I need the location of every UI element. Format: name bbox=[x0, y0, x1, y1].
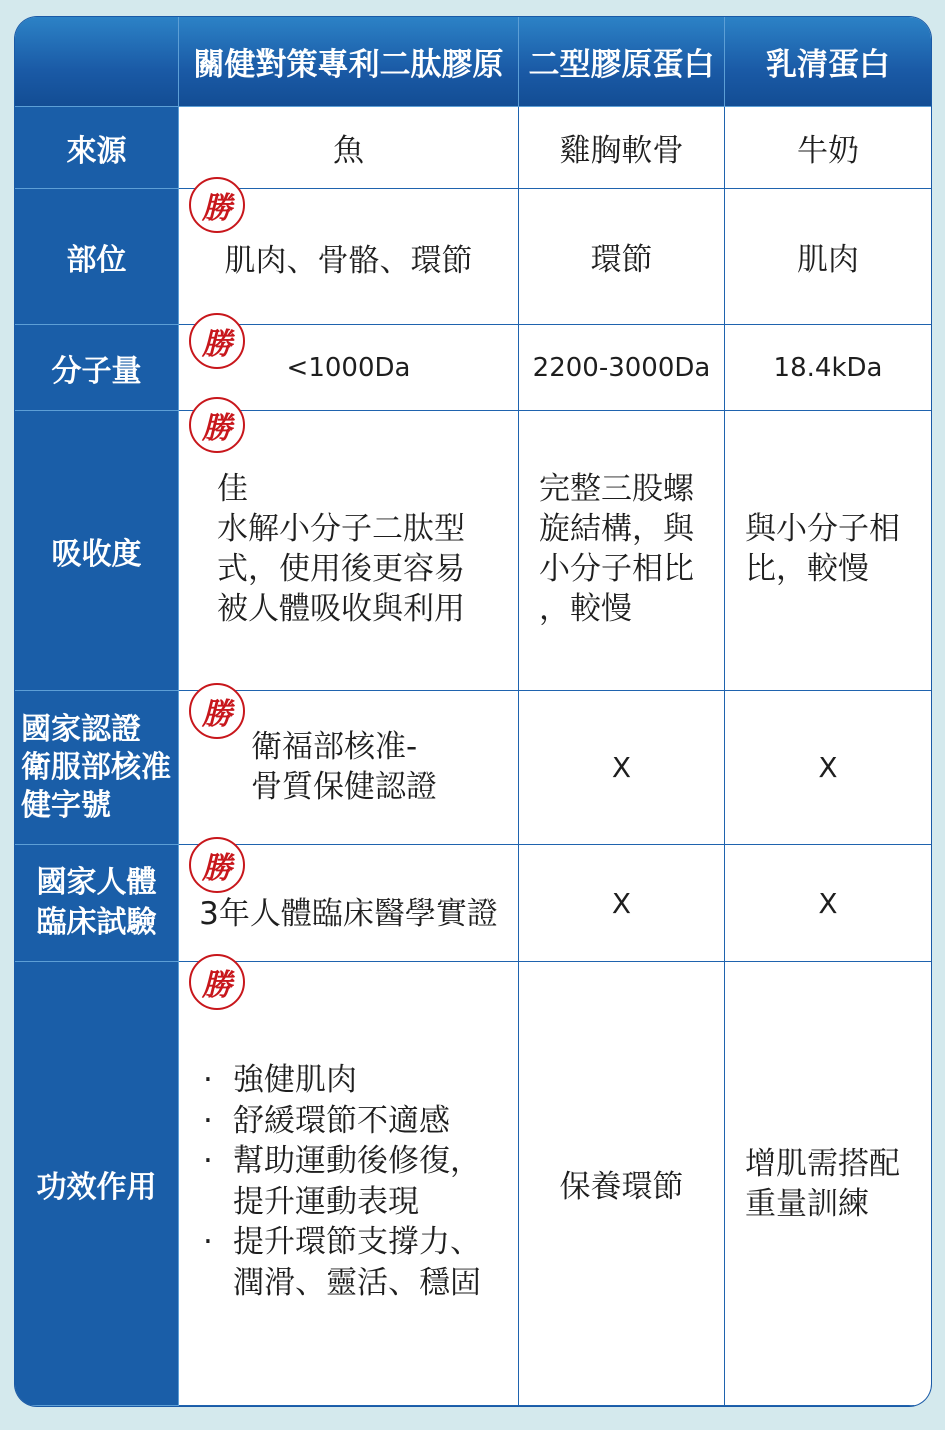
row-label-efficacy: 功效作用 bbox=[15, 962, 179, 1406]
mw-type2: 2200-3000Da bbox=[519, 325, 725, 411]
part-product bbox=[179, 189, 519, 325]
certification-type2: X bbox=[519, 691, 725, 845]
efficacy-whey-text: 增肌需搭配 重量訓練 bbox=[745, 1146, 900, 1222]
win-badge: 勝 bbox=[189, 177, 245, 233]
efficacy-item: · 強健肌肉 bbox=[195, 1060, 481, 1101]
certification-product bbox=[179, 691, 519, 845]
clinical-type2: X bbox=[519, 845, 725, 962]
row-label-source: 來源 bbox=[15, 107, 179, 189]
header-product: 關健對策專利二肽膠原 bbox=[179, 17, 519, 107]
certification-product-text: 衛福部核准- 骨質保健認證 bbox=[251, 729, 437, 805]
efficacy-item: · 幫助運動後修復， bbox=[195, 1141, 481, 1182]
win-badge: 勝 bbox=[189, 683, 245, 739]
clinical-product-text: 3年人體臨床醫學實證 bbox=[199, 895, 498, 932]
row-label-certification: 國家認證 衛服部核准 健字號 bbox=[15, 691, 179, 845]
mw-whey: 18.4kDa bbox=[725, 325, 931, 411]
certification-whey: X bbox=[725, 691, 931, 845]
win-badge: 勝 bbox=[189, 313, 245, 369]
clinical-product bbox=[179, 845, 519, 962]
corner-header bbox=[15, 17, 179, 107]
mw-product bbox=[179, 325, 519, 411]
part-type2: 環節 bbox=[519, 189, 725, 325]
absorption-product-text: 佳 水解小分子二肽型 式，使用後更容易 被人體吸收與利用 bbox=[217, 471, 465, 627]
row-label-molecular-weight: 分子量 bbox=[15, 325, 179, 411]
clinical-whey: X bbox=[725, 845, 931, 962]
comparison-table bbox=[15, 17, 931, 1406]
efficacy-type2: 保養環節 bbox=[519, 962, 725, 1406]
part-whey: 肌肉 bbox=[725, 189, 931, 325]
win-badge: 勝 bbox=[189, 954, 245, 1010]
efficacy-whey bbox=[725, 962, 931, 1406]
header-type2-collagen: 二型膠原蛋白 bbox=[519, 17, 725, 107]
efficacy-item-cont: 提升運動表現 bbox=[233, 1183, 419, 1220]
win-badge: 勝 bbox=[189, 837, 245, 893]
efficacy-item: · 提升環節支撐力、 bbox=[195, 1222, 481, 1263]
source-product: 魚 bbox=[179, 107, 519, 189]
comparison-card bbox=[15, 17, 931, 1406]
source-type2: 雞胸軟骨 bbox=[519, 107, 725, 189]
absorption-whey bbox=[725, 411, 931, 691]
efficacy-product bbox=[179, 962, 519, 1406]
part-product-text: 肌肉、骨骼、環節 bbox=[224, 243, 473, 279]
absorption-type2-text: 完整三股螺 旋結構，與 小分子相比 ，較慢 bbox=[539, 471, 694, 627]
efficacy-item: · 舒緩環節不適感 bbox=[195, 1101, 481, 1142]
efficacy-item-cont: 潤滑、靈活、穩固 bbox=[233, 1264, 481, 1301]
absorption-product bbox=[179, 411, 519, 691]
win-badge: 勝 bbox=[189, 397, 245, 453]
row-label-absorption: 吸收度 bbox=[15, 411, 179, 691]
row-label-clinical-trial: 國家人體 臨床試驗 bbox=[15, 845, 179, 962]
efficacy-product-list bbox=[195, 1060, 481, 1303]
header-whey: 乳清蛋白 bbox=[725, 17, 931, 107]
absorption-type2 bbox=[519, 411, 725, 691]
source-whey: 牛奶 bbox=[725, 107, 931, 189]
row-label-part: 部位 bbox=[15, 189, 179, 325]
mw-product-text: <1000Da bbox=[286, 352, 411, 383]
absorption-whey-text: 與小分子相 比，較慢 bbox=[745, 511, 900, 587]
